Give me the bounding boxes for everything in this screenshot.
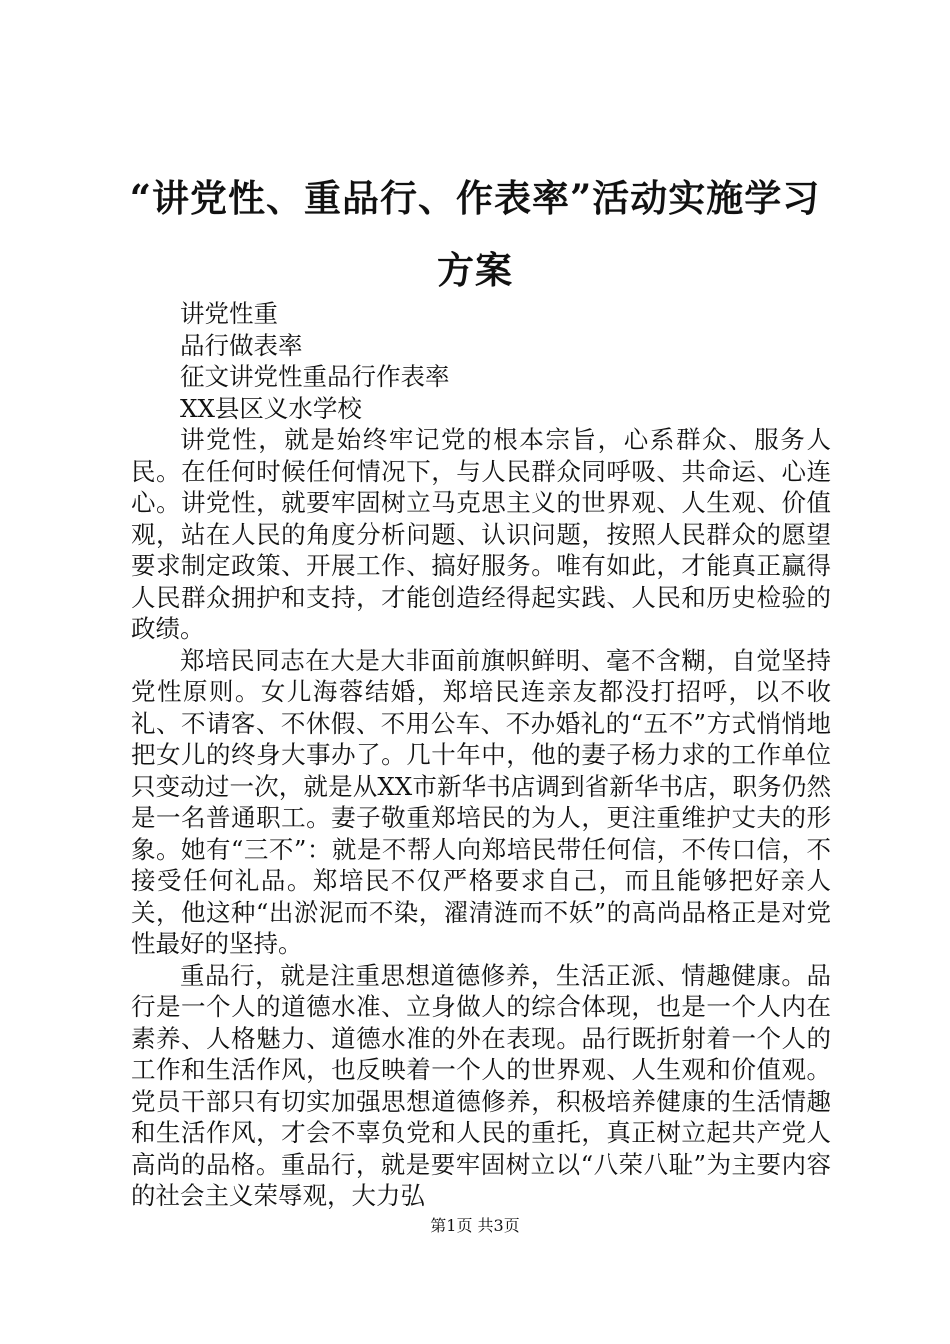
body-paragraph: 重品行，就是注重思想道德修养，生活正派、情趣健康。品行是一个人的道德水准、立身做人的综合体现，也是一个人内在素养、人格魅力、道德水准的外在表现。品行既折射着一个人的工作和生活作风，也反映着一个人的世界观、人生观和价值观。党员干部只有切实加强思想道德修养，积极培养健康的生活情趣和生活作风，才会不辜负党和人民的重托，真正树立起共产党人高尚的品格。重品行，就是要牢固树立以“八荣八耻”为主要内容的社会主义荣辱观，大力弘: [131, 960, 831, 1210]
school-name: XX县区义水学校: [180, 393, 362, 423]
header-line: 讲党性重: [180, 299, 278, 328]
document-body: [131, 298, 831, 1212]
document-title: “讲党性、重品行、作表率”活动实施学习方案: [129, 176, 821, 292]
body-paragraph: 郑培民同志在大是大非面前旗帜鲜明、毫不含糊，自觉坚持党性原则。女儿海蓉结婚，郑培民连亲友都没打招呼，以不收礼、不请客、不休假、不用公车、不办婚礼的“五不”方式悄悄地把女儿的终身大事办了。几十年中，他的妻子杨力求的工作单位只变动过一次，就是从XX市新华书店调到省新华书店，职务仍然是一名普通职工。妻子敬重郑培民的为人，更注重维护丈夫的形象。她有“三不”：就是不帮人向郑培民带任何信，不传口信，不接受任何礼品。郑培民不仅严格要求自己，而且能够把好亲人关，他这种“出淤泥而不染，濯清涟而不妖”的高尚品格正是对党性最好的坚持。: [131, 645, 831, 958]
header-line: 品行做表率: [180, 330, 303, 360]
body-paragraph: 讲党性，就是始终牢记党的根本宗旨，心系群众、服务人民。在任何时候任何情况下，与人民群众同呼吸、共命运、心连心。讲党性，就要牢固树立马克思主义的世界观、人生观、价值观，站在人民的角度分析问题、认识问题，按照人民群众的愿望要求制定政策、开展工作、搞好服务。唯有如此，才能真正赢得人民群众拥护和支持，才能创造经得起实践、人民和历史检验的政绩。: [131, 425, 831, 643]
page-footer: 第1页 共3页: [430, 1216, 520, 1235]
header-line: 征文讲党性重品行作表率: [180, 362, 450, 391]
